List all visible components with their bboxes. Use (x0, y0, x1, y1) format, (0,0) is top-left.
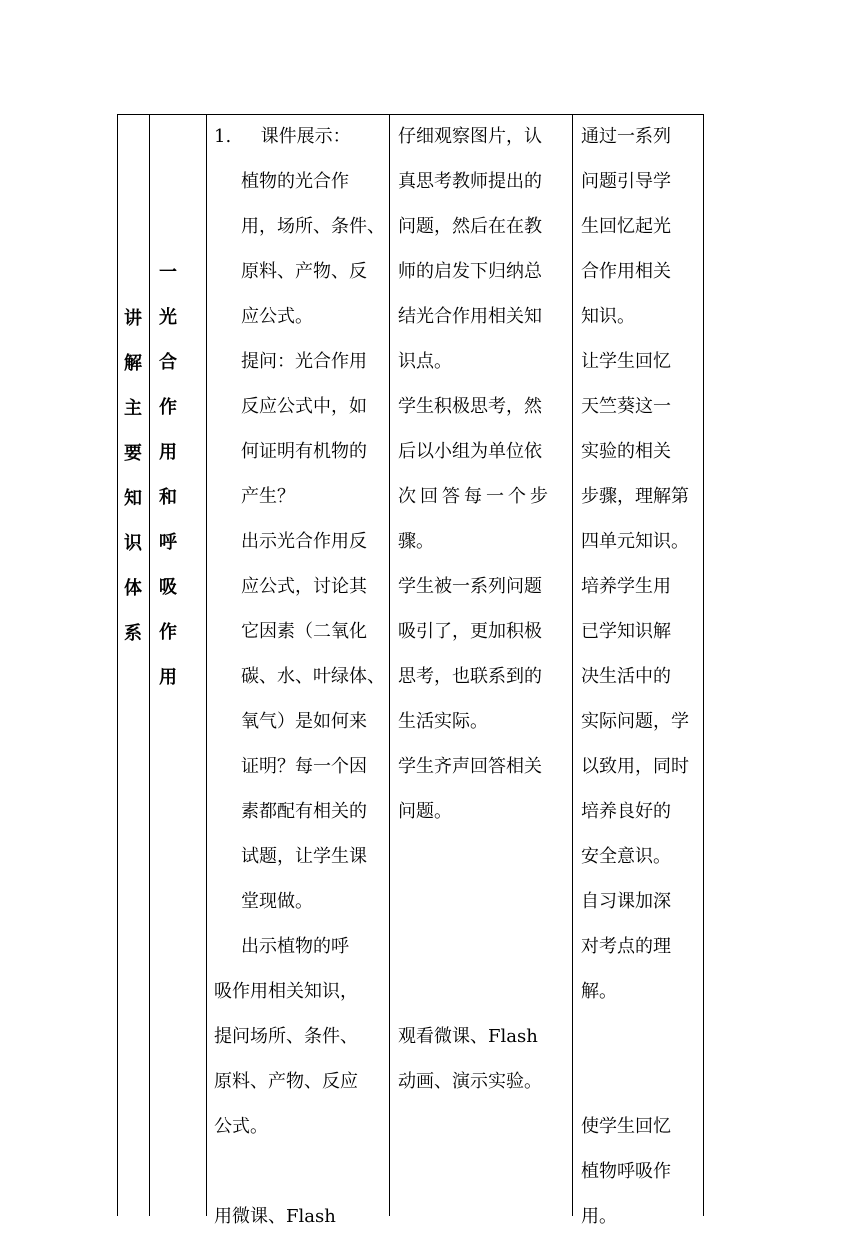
table-border-col4 (572, 114, 573, 1216)
table-border-col2 (206, 114, 207, 1216)
text-line: 步骤，理解第 (581, 486, 689, 507)
text-line: 以致用，同时 (581, 756, 689, 777)
stage-char: 系 (124, 623, 142, 644)
text-line: 应公式，讨论其 (241, 576, 367, 597)
topic-char: 合 (159, 352, 177, 373)
text-line: 真思考教师提出的 (398, 171, 542, 192)
topic-char: 呼 (159, 532, 177, 553)
table-border-col3 (389, 114, 390, 1216)
text-line: 反应公式中，如 (241, 396, 367, 417)
text-line: 氧气）是如何来 (241, 711, 367, 732)
text-line: 碳、水、叶绿体、 (241, 666, 385, 687)
text-line: 解。 (581, 981, 617, 1002)
topic-char: 用 (159, 667, 177, 688)
table-border-left (117, 114, 118, 1216)
text-line: 吸作用相关知识， (214, 981, 358, 1002)
text-line: 思考，也联系到的 (398, 666, 542, 687)
student-activity-cell (398, 114, 570, 1104)
text-line: 培养学生用 (581, 576, 671, 597)
text-line: 自习课加深 (581, 891, 671, 912)
stage-label (121, 296, 145, 656)
topic-char: 吸 (159, 577, 177, 598)
design-intent-cell (581, 114, 699, 1239)
text-line (398, 969, 570, 1014)
text-line: 实际问题，学 (581, 711, 689, 732)
text-line: 问题，然后在在教 (398, 216, 542, 237)
text-line: 公式。 (214, 1116, 268, 1137)
text-line: 让学生回忆 (581, 351, 671, 372)
text-line: 何证明有机物的 (241, 441, 367, 462)
text-line: 动画、演示实验。 (398, 1071, 542, 1092)
topic-label (156, 250, 180, 700)
stage-char: 解 (124, 353, 142, 374)
text-line: 素都配有相关的 (241, 801, 367, 822)
stage-char: 体 (124, 578, 142, 599)
text-line (581, 1014, 699, 1059)
text-line: 产生？ (241, 486, 295, 507)
text-line: 实验的相关 (581, 441, 671, 462)
text-line (581, 1059, 699, 1104)
text-line: 天竺葵这一 (581, 396, 671, 417)
text-line: 出示植物的呼 (241, 936, 349, 957)
text-line: 通过一系列 (581, 126, 671, 147)
text-line: 出示光合作用反 (241, 531, 367, 552)
text-line: 原料、产物、反应 (214, 1071, 358, 1092)
text-line: 应公式。 (241, 306, 313, 327)
topic-char: 光 (159, 307, 177, 328)
text-line: 知识。 (581, 306, 635, 327)
text-line: 四单元知识。 (581, 531, 689, 552)
text-line: 问题。 (398, 801, 452, 822)
text-line: 安全意识。 (581, 846, 671, 867)
topic-char: 一 (159, 262, 177, 283)
text-line: 证明？每一个因 (241, 756, 367, 777)
text-line: 观看微课、Flash (398, 1026, 538, 1047)
topic-char: 作 (159, 622, 177, 643)
topic-char: 用 (159, 442, 177, 463)
text-line: 植物的光合作 (241, 171, 349, 192)
text-line: 合作用相关 (581, 261, 671, 282)
text-line: 决生活中的 (581, 666, 671, 687)
text-line: 它因素（二氧化 (241, 621, 367, 642)
text-line: 后以小组为单位依 (398, 441, 542, 462)
stage-char: 要 (124, 443, 142, 464)
text-line (398, 924, 570, 969)
stage-char: 讲 (124, 308, 142, 329)
text-line: 堂现做。 (241, 891, 313, 912)
teacher-activity-cell (214, 114, 386, 1239)
text-line (214, 1149, 386, 1194)
table-border-col1 (149, 114, 150, 1216)
text-line: 结光合作用相关知 (398, 306, 542, 327)
text-line: 用。 (581, 1206, 617, 1227)
stage-char: 知 (124, 488, 142, 509)
text-line: 培养良好的 (581, 801, 671, 822)
text-line (398, 834, 570, 879)
text-line: 学生齐声回答相关 (398, 756, 542, 777)
stage-char: 识 (124, 533, 142, 554)
text-line: 吸引了，更加积极 (398, 621, 542, 642)
topic-char: 和 (159, 487, 177, 508)
text-line: 师的启发下归纳总 (398, 261, 542, 282)
table-border-right (703, 114, 704, 1216)
text-line: 原料、产物、反 (241, 261, 367, 282)
text-line: 骤。 (398, 531, 434, 552)
text-line: 植物呼吸作 (581, 1161, 671, 1182)
text-line: 问题引导学 (581, 171, 671, 192)
text-line: 用微课、Flash (214, 1206, 336, 1227)
text-line: 试题，让学生课 (241, 846, 367, 867)
text-line: 学生积极思考，然 (398, 396, 542, 417)
stage-char: 主 (124, 398, 142, 419)
text-line: 已学知识解 (581, 621, 671, 642)
text-line: 生回忆起光 (581, 216, 671, 237)
text-line: 生活实际。 (398, 711, 488, 732)
text-line: 识点。 (398, 351, 452, 372)
text-line: 提问场所、条件、 (214, 1026, 358, 1047)
text-line: 提问：光合作用 (241, 351, 367, 372)
text-line: 学生被一系列问题 (398, 576, 542, 597)
text-line: 次回答每一个步 (398, 486, 552, 507)
text-line: 对考点的理 (581, 936, 671, 957)
text-line: 使学生回忆 (581, 1116, 671, 1137)
text-line: 用，场所、条件、 (241, 216, 385, 237)
text-line: 1. 课件展示： (214, 126, 351, 147)
topic-char: 作 (159, 397, 177, 418)
text-line (398, 879, 570, 924)
text-line: 仔细观察图片，认 (398, 126, 542, 147)
